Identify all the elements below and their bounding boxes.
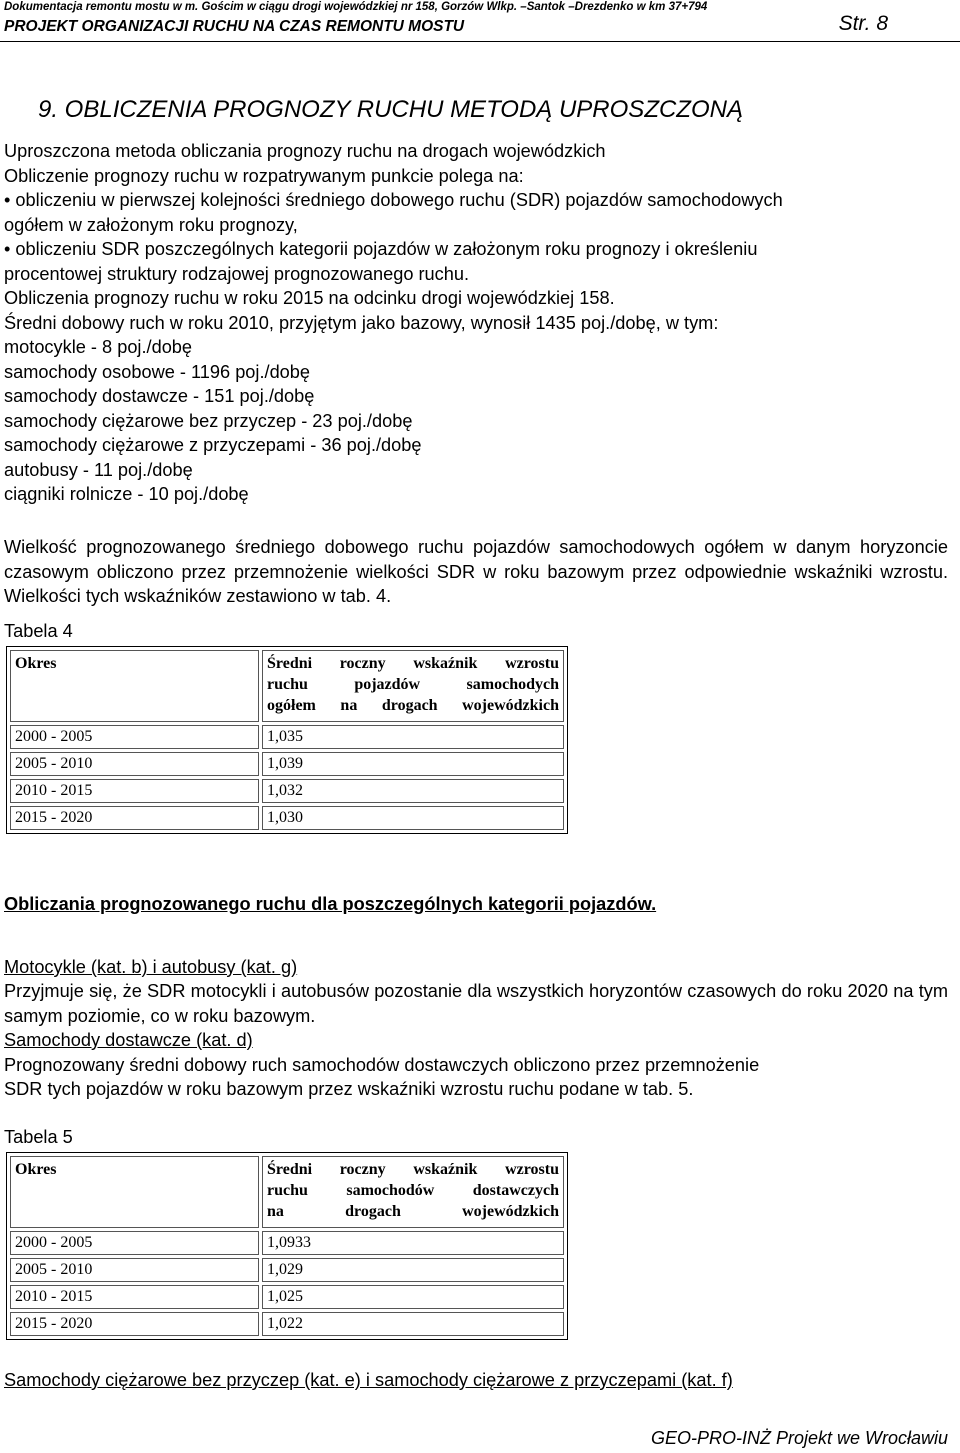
header-line: Średni roczny wskaźnik wzrostu	[267, 1161, 559, 1178]
intro-line: Obliczenie prognozy ruchu w rozpatrywanym punkcie polega na:	[4, 165, 524, 186]
table5	[6, 1152, 568, 1340]
page-number: Str. 8	[838, 12, 888, 35]
intro-line: motocykle - 8 poj./dobę	[4, 337, 193, 357]
moto-heading: Motocykle (kat. b) i autobusy (kat. g)	[4, 957, 298, 977]
table-row	[10, 1258, 564, 1282]
table-header-index	[262, 650, 564, 722]
table-row	[10, 806, 564, 830]
table-row	[10, 1285, 564, 1309]
intro-line: samochody osobowe - 1196 poj./dobę	[4, 361, 311, 382]
intro-line: ciągniki rolnicze - 10 poj./dobę	[4, 484, 249, 504]
period-cell: 2015 - 2020	[10, 806, 259, 830]
intro-line: procentowej struktury rodzajowej prognozowanego ruchu.	[4, 263, 470, 284]
header-subtitle: Dokumentacja remontu mostu w m. Gościm w ciągu drogi wojewódzkiej nr 158, Gorzów Wlkp. –Santok –Drezdenko w km 37+794	[4, 1, 708, 13]
value-cell: 1,025	[262, 1285, 564, 1309]
value-cell: 1,022	[262, 1312, 564, 1336]
value-cell: 1,039	[262, 752, 564, 776]
table-header-row	[10, 1156, 564, 1228]
header-line: na drogach wojewódzkich	[267, 1203, 559, 1220]
intro-line: samochody ciężarowe bez przyczep - 23 poj./dobę	[4, 410, 413, 431]
period-cell: 2000 - 2005	[10, 725, 259, 749]
value-cell: 1,032	[262, 779, 564, 803]
value-cell: 1,035	[262, 725, 564, 749]
intro-line: • obliczeniu SDR poszczególnych kategorii pojazdów w założonym roku prognozy i określeniu	[4, 239, 758, 259]
intro-line: samochody ciężarowe z przyczepami - 36 poj./dobę	[4, 435, 422, 455]
period-cell: 2005 - 2010	[10, 752, 259, 776]
table-header-period: Okres	[10, 1156, 259, 1228]
table-header-row	[10, 650, 564, 722]
growth-paragraph: Wielkość prognozowanego średniego dobowego ruchu pojazdów samochodowych ogółem w danym horyzoncie czasowym obliczono przez przemnożenie wielkości SDR w roku bazowym przez odpowiednie wskaźniki wzrostu. Wielkości tych wskaźników zestawiono w tab. 4.	[4, 537, 948, 606]
section-heading: 9. OBLICZENIA PROGNOZY RUCHU METODĄ UPROSZCZONĄ	[38, 96, 743, 123]
value-cell: 1,030	[262, 806, 564, 830]
header-title: PROJEKT ORGANIZACJI RUCHU NA CZAS REMONTU MOSTU	[4, 18, 465, 35]
delivery-line: Prognozowany średni dobowy ruch samochodów dostawczych obliczono przez przemnożenie	[4, 1054, 760, 1075]
table5-caption: Tabela 5	[4, 1127, 73, 1147]
period-cell: 2010 - 2015	[10, 1285, 259, 1309]
moto-text: Przyjmuje się, że SDR motocykli i autobusów pozostanie dla wszystkich horyzontów czasowych do roku 2020 na tym samym poziomie, co w roku bazowym.	[4, 981, 948, 1026]
header-line: Średni roczny wskaźnik wzrostu	[267, 655, 559, 672]
table-row	[10, 1312, 564, 1336]
table-row	[10, 752, 564, 776]
table-row	[10, 725, 564, 749]
table-row	[10, 779, 564, 803]
intro-line: • obliczeniu w pierwszej kolejności średniego dobowego ruchu (SDR) pojazdów samochodowych	[4, 190, 783, 210]
trucks-heading: Samochody ciężarowe bez przyczep (kat. e) i samochody ciężarowe z przyczepami (kat. f)	[4, 1370, 733, 1390]
intro-line: autobusy - 11 poj./dobę	[4, 459, 193, 480]
footer-text: GEO-PRO-INŻ Projekt we Wrocławiu	[650, 1428, 948, 1448]
delivery-heading: Samochody dostawcze (kat. d)	[4, 1030, 253, 1050]
categories-block	[4, 955, 297, 980]
table-header-index	[262, 1156, 564, 1228]
value-cell: 1,029	[262, 1258, 564, 1282]
header-line: ogółem na drogach wojewódzkich	[267, 697, 559, 714]
period-cell: 2000 - 2005	[10, 1231, 259, 1255]
table4-caption: Tabela 4	[4, 621, 73, 641]
intro-line: samochody dostawcze - 151 poj./dobę	[4, 386, 315, 406]
period-cell: 2010 - 2015	[10, 779, 259, 803]
header-line: ruchu pojazdów samochodych	[267, 676, 559, 693]
header-line: ruchu samochodów dostawczych	[267, 1182, 559, 1199]
table-row	[10, 1231, 564, 1255]
period-cell: 2015 - 2020	[10, 1312, 259, 1336]
delivery-block	[4, 1028, 759, 1102]
table-header-period: Okres	[10, 650, 259, 722]
header-rule	[0, 41, 960, 42]
intro-line: Uproszczona metoda obliczania prognozy ruchu na drogach wojewódzkich	[4, 141, 606, 161]
categories-heading: Obliczania prognozowanego ruchu dla poszczególnych kategorii pojazdów.	[4, 894, 657, 914]
value-cell: 1,0933	[262, 1231, 564, 1255]
delivery-line: SDR tych pojazdów w roku bazowym przez wskaźniki wzrostu ruchu podane w tab. 5.	[4, 1079, 694, 1099]
table4	[6, 646, 568, 834]
intro-block	[4, 139, 783, 507]
intro-line: ogółem w założonym roku prognozy,	[4, 214, 298, 235]
intro-line: Średni dobowy ruch w roku 2010, przyjętym jako bazowy, wynosił 1435 poj./dobę, w tym:	[4, 312, 719, 333]
intro-line: Obliczenia prognozy ruchu w roku 2015 na odcinku drogi wojewódzkiej 158.	[4, 288, 615, 308]
period-cell: 2005 - 2010	[10, 1258, 259, 1282]
